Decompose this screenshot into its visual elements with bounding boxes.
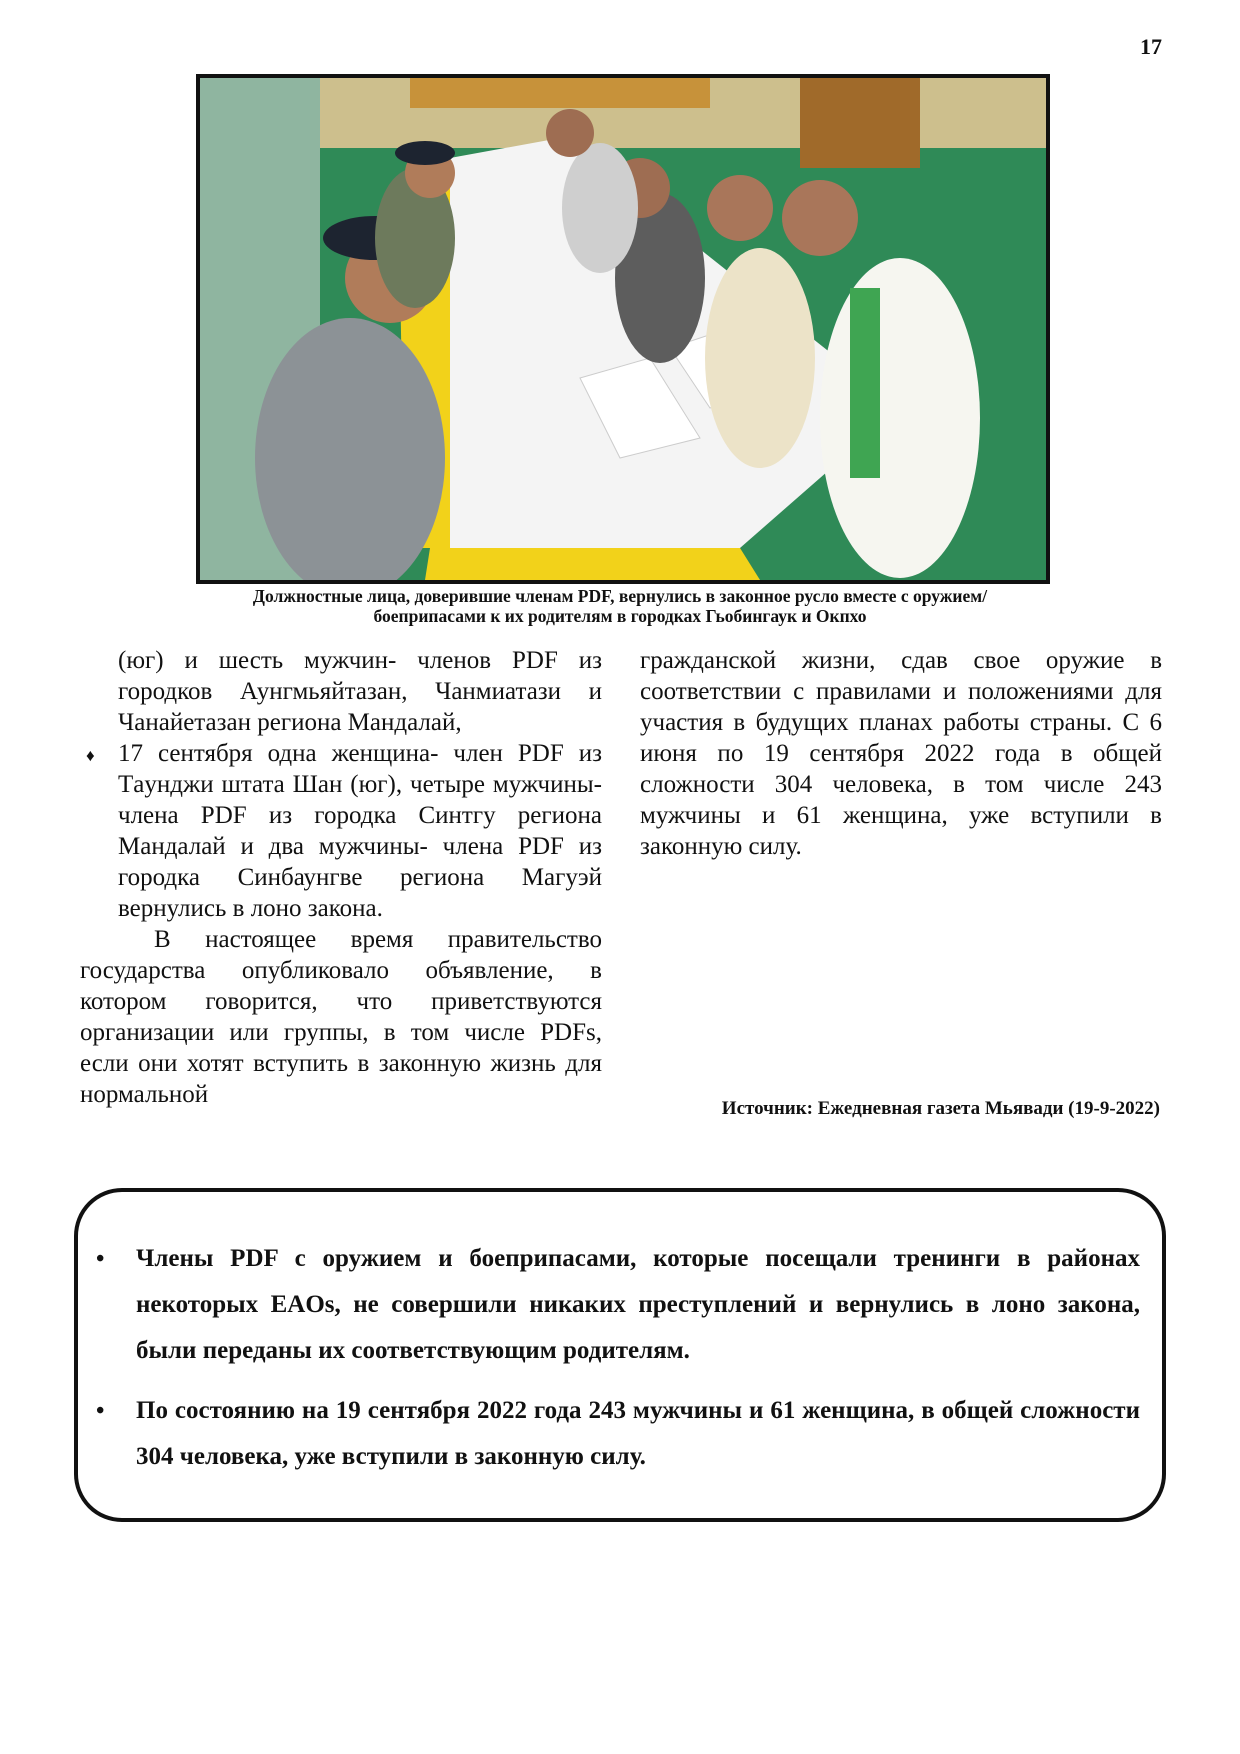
bullet-text: 17 сентября одна женщина- член PDF из Тaунджи штата Шан (юг), четыре мужчины- члена PDF из городка Синтгу региона Мандалай и два мужчины- члена PDF из городка Синбаунгве региона Магуэй вернулись в лоно закона. (118, 740, 602, 922)
summary-item (96, 1236, 1140, 1374)
right-column (640, 645, 1162, 862)
bullet-dot-icon: • (96, 1246, 105, 1272)
body-paragraph: В настоящее время правительство государства опубликовало объявление, в котором говорится, что приветствуются организации или группы, в том числе PDFs, если они хотят вступить в законную жизнь для нормальной (80, 926, 602, 1108)
diamond-bullet-icon: ♦ (86, 746, 95, 765)
caption-line-1: Должностные лица, доверившие членам PDF, вернулись в законное русло вместе с оружием/ (252, 586, 988, 606)
summary-item-text: Члены PDF с оружием и боеприпасами, которые посещали тренинги в районах некоторых EAOs, не совершили никаких преступлений и вернулись в лоно закона, были переданы их соответствующим родителям. (136, 1245, 1140, 1364)
photo-illustration (200, 78, 1046, 580)
summary-item-text: По состоянию на 19 сентября 2022 года 243 мужчины и 61 женщина, в общей сложности 304 человека, уже вступили в законную силу. (136, 1397, 1140, 1470)
summary-box (74, 1188, 1166, 1522)
summary-item (96, 1388, 1140, 1480)
source-citation: Источник: Ежедневная газета Мьявади (19-9-2022) (721, 1098, 1160, 1119)
news-photo (196, 74, 1050, 584)
summary-list (96, 1236, 1140, 1480)
continuation-text: (юг) и шесть мужчин- членов PDF из городков Аунгмьяйтазан, Чанмиатази и Чанайетазан региона Мандалай, (118, 647, 602, 736)
list-item (80, 738, 602, 924)
bullet-dot-icon: • (96, 1398, 105, 1424)
page-number: 17 (1140, 34, 1162, 59)
photo-caption (150, 586, 1090, 626)
left-column (80, 645, 602, 1110)
caption-line-2: боеприпасами к их родителям в городках Гьобингаук и Окпхо (373, 606, 867, 626)
body-paragraph-continued: гражданской жизни, сдав свое оружие в соответствии с правилами и положениями для участия в будущих планах работы страны. С 6 июня по 19 сентября 2022 года в общей сложности 304 человека, в том числе 243 мужчины и 61 женщина, уже вступили в законную силу. (640, 647, 1162, 860)
